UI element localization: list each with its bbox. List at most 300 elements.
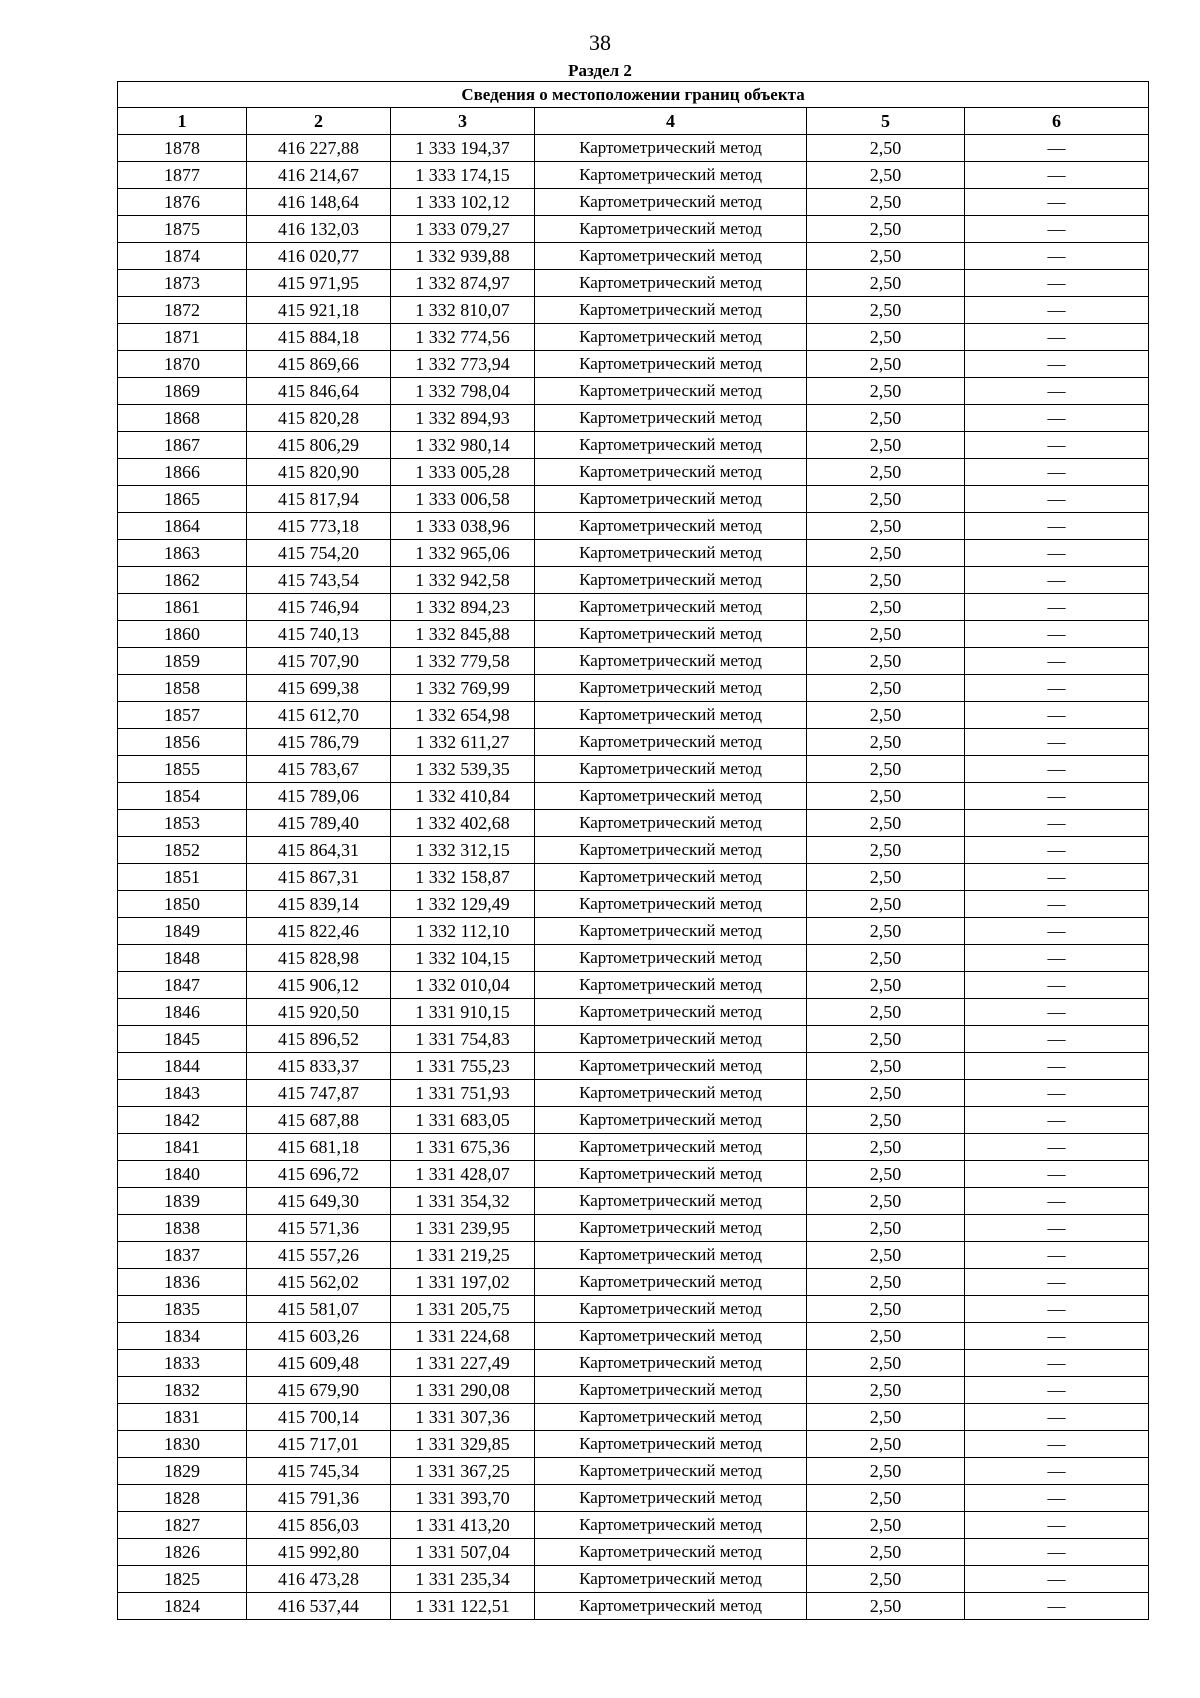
accuracy-cell: 2,50 xyxy=(807,540,965,567)
table-row xyxy=(118,1215,1149,1242)
description-cell: — xyxy=(965,216,1149,243)
accuracy-cell: 2,50 xyxy=(807,270,965,297)
description-cell: — xyxy=(965,513,1149,540)
method-cell: Картометрический метод xyxy=(535,729,807,756)
method-cell: Картометрический метод xyxy=(535,918,807,945)
x-coordinate-cell: 415 864,31 xyxy=(247,837,391,864)
accuracy-cell: 2,50 xyxy=(807,675,965,702)
description-cell: — xyxy=(965,1269,1149,1296)
x-coordinate-cell: 415 687,88 xyxy=(247,1107,391,1134)
x-coordinate-cell: 415 786,79 xyxy=(247,729,391,756)
point-number-cell: 1877 xyxy=(118,162,247,189)
table-row xyxy=(118,486,1149,513)
y-coordinate-cell: 1 332 112,10 xyxy=(391,918,535,945)
description-cell: — xyxy=(965,1107,1149,1134)
accuracy-cell: 2,50 xyxy=(807,1512,965,1539)
description-cell: — xyxy=(965,1539,1149,1566)
method-cell: Картометрический метод xyxy=(535,1350,807,1377)
x-coordinate-cell: 415 833,37 xyxy=(247,1053,391,1080)
x-coordinate-cell: 415 571,36 xyxy=(247,1215,391,1242)
table-row xyxy=(118,1134,1149,1161)
point-number-cell: 1825 xyxy=(118,1566,247,1593)
description-cell: — xyxy=(965,702,1149,729)
table-row xyxy=(118,405,1149,432)
method-cell: Картометрический метод xyxy=(535,1026,807,1053)
y-coordinate-cell: 1 331 354,32 xyxy=(391,1188,535,1215)
y-coordinate-cell: 1 331 751,93 xyxy=(391,1080,535,1107)
table-row xyxy=(118,216,1149,243)
point-number-cell: 1870 xyxy=(118,351,247,378)
point-number-cell: 1841 xyxy=(118,1134,247,1161)
description-cell: — xyxy=(965,351,1149,378)
point-number-cell: 1846 xyxy=(118,999,247,1026)
y-coordinate-cell: 1 332 769,99 xyxy=(391,675,535,702)
y-coordinate-cell: 1 333 079,27 xyxy=(391,216,535,243)
table-row xyxy=(118,1377,1149,1404)
table-row xyxy=(118,1431,1149,1458)
column-header: 4 xyxy=(535,108,807,135)
column-header: 5 xyxy=(807,108,965,135)
point-number-cell: 1834 xyxy=(118,1323,247,1350)
y-coordinate-cell: 1 332 611,27 xyxy=(391,729,535,756)
accuracy-cell: 2,50 xyxy=(807,459,965,486)
y-coordinate-cell: 1 332 965,06 xyxy=(391,540,535,567)
table-row xyxy=(118,1566,1149,1593)
y-coordinate-cell: 1 332 810,07 xyxy=(391,297,535,324)
x-coordinate-cell: 415 603,26 xyxy=(247,1323,391,1350)
y-coordinate-cell: 1 331 754,83 xyxy=(391,1026,535,1053)
point-number-cell: 1842 xyxy=(118,1107,247,1134)
y-coordinate-cell: 1 331 329,85 xyxy=(391,1431,535,1458)
point-number-cell: 1849 xyxy=(118,918,247,945)
y-coordinate-cell: 1 333 102,12 xyxy=(391,189,535,216)
accuracy-cell: 2,50 xyxy=(807,1107,965,1134)
x-coordinate-cell: 415 992,80 xyxy=(247,1539,391,1566)
method-cell: Картометрический метод xyxy=(535,945,807,972)
accuracy-cell: 2,50 xyxy=(807,189,965,216)
description-cell: — xyxy=(965,1026,1149,1053)
method-cell: Картометрический метод xyxy=(535,1242,807,1269)
table-row xyxy=(118,324,1149,351)
x-coordinate-cell: 415 828,98 xyxy=(247,945,391,972)
y-coordinate-cell: 1 331 122,51 xyxy=(391,1593,535,1620)
point-number-cell: 1835 xyxy=(118,1296,247,1323)
method-cell: Картометрический метод xyxy=(535,1377,807,1404)
point-number-cell: 1848 xyxy=(118,945,247,972)
y-coordinate-cell: 1 331 367,25 xyxy=(391,1458,535,1485)
y-coordinate-cell: 1 332 158,87 xyxy=(391,864,535,891)
column-header: 1 xyxy=(118,108,247,135)
table-caption-row xyxy=(118,82,1149,108)
accuracy-cell: 2,50 xyxy=(807,405,965,432)
method-cell: Картометрический метод xyxy=(535,1296,807,1323)
method-cell: Картометрический метод xyxy=(535,972,807,999)
x-coordinate-cell: 415 867,31 xyxy=(247,864,391,891)
y-coordinate-cell: 1 332 010,04 xyxy=(391,972,535,999)
point-number-cell: 1831 xyxy=(118,1404,247,1431)
table-row xyxy=(118,675,1149,702)
y-coordinate-cell: 1 331 197,02 xyxy=(391,1269,535,1296)
accuracy-cell: 2,50 xyxy=(807,864,965,891)
y-coordinate-cell: 1 333 006,58 xyxy=(391,486,535,513)
accuracy-cell: 2,50 xyxy=(807,216,965,243)
column-header: 6 xyxy=(965,108,1149,135)
description-cell: — xyxy=(965,135,1149,162)
table-row xyxy=(118,1161,1149,1188)
method-cell: Картометрический метод xyxy=(535,297,807,324)
y-coordinate-cell: 1 332 939,88 xyxy=(391,243,535,270)
y-coordinate-cell: 1 331 239,95 xyxy=(391,1215,535,1242)
x-coordinate-cell: 415 612,70 xyxy=(247,702,391,729)
table-row xyxy=(118,783,1149,810)
method-cell: Картометрический метод xyxy=(535,1458,807,1485)
method-cell: Картометрический метод xyxy=(535,1134,807,1161)
y-coordinate-cell: 1 332 104,15 xyxy=(391,945,535,972)
description-cell: — xyxy=(965,810,1149,837)
x-coordinate-cell: 415 920,50 xyxy=(247,999,391,1026)
y-coordinate-cell: 1 333 005,28 xyxy=(391,459,535,486)
method-cell: Картометрический метод xyxy=(535,1593,807,1620)
table-row xyxy=(118,864,1149,891)
accuracy-cell: 2,50 xyxy=(807,1242,965,1269)
y-coordinate-cell: 1 331 413,20 xyxy=(391,1512,535,1539)
x-coordinate-cell: 416 473,28 xyxy=(247,1566,391,1593)
point-number-cell: 1878 xyxy=(118,135,247,162)
point-number-cell: 1839 xyxy=(118,1188,247,1215)
x-coordinate-cell: 415 921,18 xyxy=(247,297,391,324)
method-cell: Картометрический метод xyxy=(535,216,807,243)
method-cell: Картометрический метод xyxy=(535,270,807,297)
x-coordinate-cell: 415 822,46 xyxy=(247,918,391,945)
x-coordinate-cell: 415 820,90 xyxy=(247,459,391,486)
y-coordinate-cell: 1 331 428,07 xyxy=(391,1161,535,1188)
point-number-cell: 1862 xyxy=(118,567,247,594)
x-coordinate-cell: 415 700,14 xyxy=(247,1404,391,1431)
accuracy-cell: 2,50 xyxy=(807,1026,965,1053)
method-cell: Картометрический метод xyxy=(535,1188,807,1215)
point-number-cell: 1844 xyxy=(118,1053,247,1080)
x-coordinate-cell: 415 839,14 xyxy=(247,891,391,918)
accuracy-cell: 2,50 xyxy=(807,243,965,270)
description-cell: — xyxy=(965,1161,1149,1188)
accuracy-cell: 2,50 xyxy=(807,1566,965,1593)
y-coordinate-cell: 1 332 779,58 xyxy=(391,648,535,675)
description-cell: — xyxy=(965,324,1149,351)
table-row xyxy=(118,189,1149,216)
point-number-cell: 1874 xyxy=(118,243,247,270)
accuracy-cell: 2,50 xyxy=(807,1458,965,1485)
description-cell: — xyxy=(965,1458,1149,1485)
table-row xyxy=(118,945,1149,972)
description-cell: — xyxy=(965,1593,1149,1620)
point-number-cell: 1859 xyxy=(118,648,247,675)
accuracy-cell: 2,50 xyxy=(807,567,965,594)
accuracy-cell: 2,50 xyxy=(807,621,965,648)
x-coordinate-cell: 415 609,48 xyxy=(247,1350,391,1377)
accuracy-cell: 2,50 xyxy=(807,1350,965,1377)
description-cell: — xyxy=(965,459,1149,486)
point-number-cell: 1845 xyxy=(118,1026,247,1053)
y-coordinate-cell: 1 333 194,37 xyxy=(391,135,535,162)
table-row xyxy=(118,1323,1149,1350)
method-cell: Картометрический метод xyxy=(535,189,807,216)
description-cell: — xyxy=(965,432,1149,459)
x-coordinate-cell: 415 717,01 xyxy=(247,1431,391,1458)
y-coordinate-cell: 1 331 755,23 xyxy=(391,1053,535,1080)
point-number-cell: 1858 xyxy=(118,675,247,702)
description-cell: — xyxy=(965,999,1149,1026)
x-coordinate-cell: 415 789,06 xyxy=(247,783,391,810)
y-coordinate-cell: 1 332 539,35 xyxy=(391,756,535,783)
description-cell: — xyxy=(965,1377,1149,1404)
method-cell: Картометрический метод xyxy=(535,405,807,432)
accuracy-cell: 2,50 xyxy=(807,1215,965,1242)
table-row xyxy=(118,1296,1149,1323)
accuracy-cell: 2,50 xyxy=(807,972,965,999)
column-header: 2 xyxy=(247,108,391,135)
x-coordinate-cell: 416 227,88 xyxy=(247,135,391,162)
accuracy-cell: 2,50 xyxy=(807,1296,965,1323)
method-cell: Картометрический метод xyxy=(535,999,807,1026)
point-number-cell: 1836 xyxy=(118,1269,247,1296)
method-cell: Картометрический метод xyxy=(535,783,807,810)
x-coordinate-cell: 415 679,90 xyxy=(247,1377,391,1404)
table-row xyxy=(118,1539,1149,1566)
x-coordinate-cell: 415 789,40 xyxy=(247,810,391,837)
table-row xyxy=(118,756,1149,783)
method-cell: Картометрический метод xyxy=(535,1566,807,1593)
y-coordinate-cell: 1 332 845,88 xyxy=(391,621,535,648)
table-row xyxy=(118,1107,1149,1134)
table-row xyxy=(118,378,1149,405)
method-cell: Картометрический метод xyxy=(535,756,807,783)
x-coordinate-cell: 415 557,26 xyxy=(247,1242,391,1269)
table-row xyxy=(118,1242,1149,1269)
table-row xyxy=(118,432,1149,459)
table-row xyxy=(118,1485,1149,1512)
x-coordinate-cell: 415 869,66 xyxy=(247,351,391,378)
x-coordinate-cell: 415 856,03 xyxy=(247,1512,391,1539)
method-cell: Картометрический метод xyxy=(535,648,807,675)
point-number-cell: 1869 xyxy=(118,378,247,405)
x-coordinate-cell: 416 020,77 xyxy=(247,243,391,270)
point-number-cell: 1866 xyxy=(118,459,247,486)
y-coordinate-cell: 1 332 774,56 xyxy=(391,324,535,351)
method-cell: Картометрический метод xyxy=(535,1080,807,1107)
accuracy-cell: 2,50 xyxy=(807,729,965,756)
table-row xyxy=(118,999,1149,1026)
table-row xyxy=(118,243,1149,270)
section-title: Раздел 2 xyxy=(568,61,632,80)
table-row xyxy=(118,135,1149,162)
x-coordinate-cell: 415 743,54 xyxy=(247,567,391,594)
boundary-table xyxy=(117,81,1149,1620)
accuracy-cell: 2,50 xyxy=(807,918,965,945)
description-cell: — xyxy=(965,918,1149,945)
accuracy-cell: 2,50 xyxy=(807,378,965,405)
description-cell: — xyxy=(965,594,1149,621)
method-cell: Картометрический метод xyxy=(535,324,807,351)
accuracy-cell: 2,50 xyxy=(807,162,965,189)
description-cell: — xyxy=(965,675,1149,702)
point-number-cell: 1872 xyxy=(118,297,247,324)
description-cell: — xyxy=(965,1242,1149,1269)
accuracy-cell: 2,50 xyxy=(807,1080,965,1107)
table-row xyxy=(118,1026,1149,1053)
y-coordinate-cell: 1 331 683,05 xyxy=(391,1107,535,1134)
description-cell: — xyxy=(965,162,1149,189)
description-cell: — xyxy=(965,1512,1149,1539)
method-cell: Картометрический метод xyxy=(535,135,807,162)
method-cell: Картометрический метод xyxy=(535,675,807,702)
x-coordinate-cell: 415 740,13 xyxy=(247,621,391,648)
description-cell: — xyxy=(965,945,1149,972)
description-cell: — xyxy=(965,486,1149,513)
accuracy-cell: 2,50 xyxy=(807,351,965,378)
x-coordinate-cell: 415 562,02 xyxy=(247,1269,391,1296)
description-cell: — xyxy=(965,297,1149,324)
point-number-cell: 1861 xyxy=(118,594,247,621)
method-cell: Картометрический метод xyxy=(535,378,807,405)
method-cell: Картометрический метод xyxy=(535,1512,807,1539)
description-cell: — xyxy=(965,621,1149,648)
x-coordinate-cell: 415 906,12 xyxy=(247,972,391,999)
point-number-cell: 1871 xyxy=(118,324,247,351)
description-cell: — xyxy=(965,1080,1149,1107)
table-row xyxy=(118,567,1149,594)
table-row xyxy=(118,1080,1149,1107)
y-coordinate-cell: 1 331 675,36 xyxy=(391,1134,535,1161)
method-cell: Картометрический метод xyxy=(535,351,807,378)
method-cell: Картометрический метод xyxy=(535,432,807,459)
method-cell: Картометрический метод xyxy=(535,810,807,837)
table-row xyxy=(118,1404,1149,1431)
method-cell: Картометрический метод xyxy=(535,864,807,891)
description-cell: — xyxy=(965,567,1149,594)
x-coordinate-cell: 415 699,38 xyxy=(247,675,391,702)
description-cell: — xyxy=(965,270,1149,297)
description-cell: — xyxy=(965,1134,1149,1161)
x-coordinate-cell: 416 148,64 xyxy=(247,189,391,216)
y-coordinate-cell: 1 331 393,70 xyxy=(391,1485,535,1512)
accuracy-cell: 2,50 xyxy=(807,702,965,729)
accuracy-cell: 2,50 xyxy=(807,513,965,540)
table-header-row xyxy=(118,108,1149,135)
table-row xyxy=(118,729,1149,756)
point-number-cell: 1827 xyxy=(118,1512,247,1539)
table-row xyxy=(118,1512,1149,1539)
x-coordinate-cell: 415 884,18 xyxy=(247,324,391,351)
description-cell: — xyxy=(965,837,1149,864)
description-cell: — xyxy=(965,648,1149,675)
description-cell: — xyxy=(965,1296,1149,1323)
x-coordinate-cell: 416 537,44 xyxy=(247,1593,391,1620)
y-coordinate-cell: 1 331 910,15 xyxy=(391,999,535,1026)
point-number-cell: 1850 xyxy=(118,891,247,918)
method-cell: Картометрический метод xyxy=(535,1161,807,1188)
x-coordinate-cell: 415 791,36 xyxy=(247,1485,391,1512)
point-number-cell: 1854 xyxy=(118,783,247,810)
accuracy-cell: 2,50 xyxy=(807,783,965,810)
accuracy-cell: 2,50 xyxy=(807,1539,965,1566)
x-coordinate-cell: 415 681,18 xyxy=(247,1134,391,1161)
point-number-cell: 1840 xyxy=(118,1161,247,1188)
point-number-cell: 1864 xyxy=(118,513,247,540)
accuracy-cell: 2,50 xyxy=(807,1404,965,1431)
method-cell: Картометрический метод xyxy=(535,1431,807,1458)
table-row xyxy=(118,702,1149,729)
method-cell: Картометрический метод xyxy=(535,1404,807,1431)
accuracy-cell: 2,50 xyxy=(807,999,965,1026)
accuracy-cell: 2,50 xyxy=(807,1485,965,1512)
table-row xyxy=(118,270,1149,297)
y-coordinate-cell: 1 332 798,04 xyxy=(391,378,535,405)
method-cell: Картометрический метод xyxy=(535,1215,807,1242)
y-coordinate-cell: 1 332 942,58 xyxy=(391,567,535,594)
point-number-cell: 1833 xyxy=(118,1350,247,1377)
point-number-cell: 1876 xyxy=(118,189,247,216)
table-row xyxy=(118,1458,1149,1485)
x-coordinate-cell: 415 581,07 xyxy=(247,1296,391,1323)
method-cell: Картометрический метод xyxy=(535,891,807,918)
point-number-cell: 1829 xyxy=(118,1458,247,1485)
y-coordinate-cell: 1 332 410,84 xyxy=(391,783,535,810)
column-header: 3 xyxy=(391,108,535,135)
method-cell: Картометрический метод xyxy=(535,513,807,540)
page-number: 38 xyxy=(589,30,611,55)
method-cell: Картометрический метод xyxy=(535,837,807,864)
accuracy-cell: 2,50 xyxy=(807,135,965,162)
y-coordinate-cell: 1 331 507,04 xyxy=(391,1539,535,1566)
method-cell: Картометрический метод xyxy=(535,1539,807,1566)
accuracy-cell: 2,50 xyxy=(807,297,965,324)
description-cell: — xyxy=(965,378,1149,405)
description-cell: — xyxy=(965,1350,1149,1377)
accuracy-cell: 2,50 xyxy=(807,486,965,513)
method-cell: Картометрический метод xyxy=(535,486,807,513)
method-cell: Картометрический метод xyxy=(535,621,807,648)
table-row xyxy=(118,1593,1149,1620)
method-cell: Картометрический метод xyxy=(535,1107,807,1134)
description-cell: — xyxy=(965,1323,1149,1350)
point-number-cell: 1867 xyxy=(118,432,247,459)
point-number-cell: 1826 xyxy=(118,1539,247,1566)
x-coordinate-cell: 416 214,67 xyxy=(247,162,391,189)
table-row xyxy=(118,891,1149,918)
description-cell: — xyxy=(965,540,1149,567)
description-cell: — xyxy=(965,1566,1149,1593)
point-number-cell: 1837 xyxy=(118,1242,247,1269)
point-number-cell: 1824 xyxy=(118,1593,247,1620)
table-row xyxy=(118,351,1149,378)
table-row xyxy=(118,1053,1149,1080)
point-number-cell: 1851 xyxy=(118,864,247,891)
point-number-cell: 1875 xyxy=(118,216,247,243)
table-row xyxy=(118,918,1149,945)
y-coordinate-cell: 1 331 227,49 xyxy=(391,1350,535,1377)
accuracy-cell: 2,50 xyxy=(807,648,965,675)
description-cell: — xyxy=(965,891,1149,918)
x-coordinate-cell: 415 846,64 xyxy=(247,378,391,405)
accuracy-cell: 2,50 xyxy=(807,1053,965,1080)
table-row xyxy=(118,459,1149,486)
accuracy-cell: 2,50 xyxy=(807,945,965,972)
table-row xyxy=(118,1269,1149,1296)
table-row xyxy=(118,837,1149,864)
x-coordinate-cell: 415 745,34 xyxy=(247,1458,391,1485)
table-row xyxy=(118,297,1149,324)
point-number-cell: 1832 xyxy=(118,1377,247,1404)
